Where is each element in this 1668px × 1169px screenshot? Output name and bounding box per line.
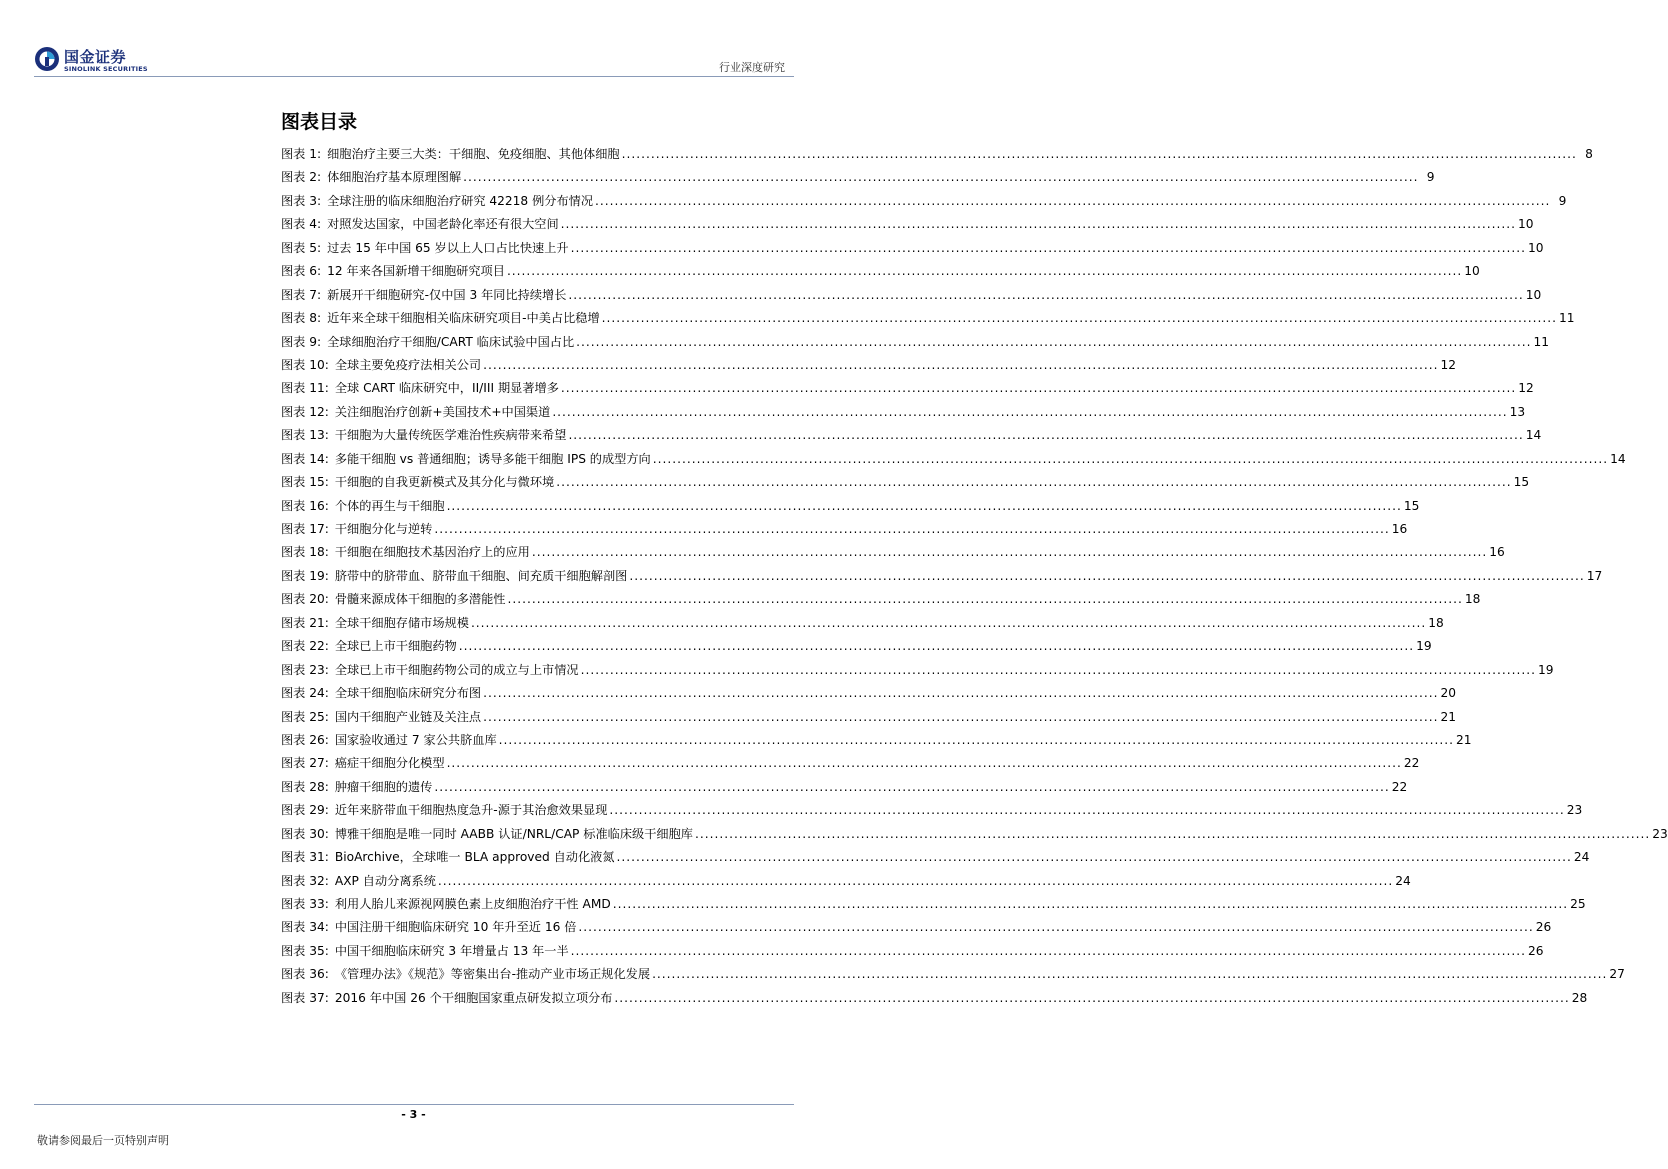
- toc-entry-page: 23: [1652, 826, 1668, 841]
- toc-dot-leader: [447, 495, 1402, 518]
- toc-entry-page: 26: [1527, 943, 1544, 958]
- toc-entry-page: 27: [1609, 967, 1625, 982]
- toc-entry-label: 图表 24:: [281, 686, 329, 701]
- toc-dot-leader: [568, 284, 1523, 307]
- header-divider: [34, 76, 794, 77]
- toc-entry-title: 《管理办法》《规范》等密集出台-推动产业市场正规化发展: [334, 967, 651, 982]
- toc-entry-page: 8: [1585, 147, 1593, 161]
- toc-entry-title: 全球已上市干细胞药物: [334, 639, 457, 654]
- toc-entry-title: 2016 年中国 26 个干细胞国家重点研发拟立项分布: [334, 990, 613, 1005]
- toc-entry-title: 近年来脐带血干细胞热度急升-源于其治愈效果显现: [334, 803, 608, 818]
- toc-entry-label: 图表 6:: [281, 264, 322, 279]
- toc-entry-page: 24: [1395, 873, 1411, 888]
- toc-entry-title: 全球干细胞存储市场规模: [334, 615, 469, 630]
- toc-entry-page: 14: [1610, 451, 1626, 466]
- toc-entry-page: 11: [1558, 311, 1575, 326]
- toc-entry-label: 图表 25:: [281, 709, 329, 724]
- toc-entry-label: 图表 32:: [281, 873, 329, 888]
- toc-entry[interactable]: [281, 916, 1552, 939]
- toc-entry-page: 22: [1391, 779, 1408, 794]
- toc-entry-label: 图表 13:: [281, 428, 329, 443]
- toc-entry-title: 中国干细胞临床研究 3 年增量占 13 年一半: [334, 943, 569, 958]
- toc-entry-page: 18: [1428, 615, 1444, 630]
- toc-entry-label: 图表 14:: [281, 451, 329, 466]
- toc-entry-page: 25: [1570, 897, 1586, 911]
- toc-entry[interactable]: [281, 659, 1554, 682]
- toc-entry[interactable]: [281, 565, 1603, 588]
- toc-entry[interactable]: [281, 541, 1505, 564]
- toc-entry-page: 15: [1513, 475, 1530, 490]
- toc-dot-leader: [578, 916, 1533, 939]
- toc-entry-label: 图表 27:: [281, 756, 329, 771]
- toc-dot-leader: [595, 190, 1550, 213]
- toc-dot-leader: [568, 424, 1523, 447]
- toc-entry-label: 图表 20:: [281, 592, 329, 607]
- toc-dot-leader: [552, 401, 1507, 424]
- toc-entry-label: 图表 33:: [281, 897, 329, 911]
- toc-entry-label: 图表 5:: [281, 240, 322, 255]
- toc-entry-title: 博雅干细胞是唯一同时 AABB 认证/NRL/CAP 标准临床级干细胞库: [334, 826, 693, 841]
- toc-entry-title: 过去 15 年中国 65 岁以上人口占比快速上升: [327, 240, 569, 255]
- toc-dot-leader: [483, 682, 1438, 705]
- toc-entry[interactable]: [281, 776, 1408, 799]
- toc-entry-page: 15: [1403, 498, 1420, 513]
- toc-dot-leader: [463, 166, 1418, 189]
- toc-entry[interactable]: [281, 307, 1575, 330]
- toc-entry-title: 体细胞治疗基本原理图解: [327, 170, 462, 185]
- toc-entry-label: 图表 7:: [281, 287, 322, 302]
- toc-entry-page: 18: [1464, 592, 1481, 607]
- toc-entry-title: 对照发达国家，中国老龄化率还有很大空间: [327, 217, 559, 232]
- toc-dot-leader: [459, 635, 1414, 658]
- toc-entry[interactable]: [281, 635, 1432, 658]
- toc-entry-title: 国家验收通过 7 家公共脐血库: [334, 732, 497, 747]
- toc-dot-leader: [652, 963, 1607, 986]
- toc-entry-title: 利用人胎儿来源视网膜色素上皮细胞治疗干性 AMD: [334, 897, 611, 911]
- sinolink-logo-icon: [34, 46, 60, 72]
- toc-entry-label: 图表 17:: [281, 522, 329, 536]
- toc-entry-label: 图表 9:: [281, 334, 322, 349]
- page-number: - 3 -: [401, 1108, 426, 1121]
- toc-dot-leader: [571, 940, 1526, 963]
- toc-dot-leader: [508, 588, 1463, 611]
- toc-entry[interactable]: [281, 448, 1626, 471]
- toc-entry-title: 近年来全球干细胞相关临床研究项目-中美占比稳增: [327, 311, 600, 326]
- toc-dot-leader: [614, 987, 1569, 1010]
- toc-entry-title: 全球细胞治疗干细胞/CART 临床试验中国占比: [327, 334, 575, 349]
- toc-entry-page: 11: [1533, 334, 1549, 349]
- toc-dot-leader: [532, 541, 1487, 564]
- toc-entry-title: 全球注册的临床细胞治疗研究 42218 例分布情况: [327, 193, 594, 208]
- toc-entry-page: 19: [1537, 662, 1554, 677]
- toc-entry-page: 22: [1403, 756, 1420, 771]
- toc-entry-title: 骨髓来源成体干细胞的多潜能性: [334, 592, 506, 607]
- toc-dot-leader: [581, 659, 1536, 682]
- toc-entry[interactable]: [281, 143, 1593, 166]
- toc-entry-title: 多能干细胞 vs 普通细胞；诱导多能干细胞 IPS 的成型方向: [334, 451, 651, 466]
- toc-entry[interactable]: [281, 963, 1625, 986]
- toc-entry[interactable]: [281, 682, 1456, 705]
- toc-entry-title: 关注细胞治疗创新+美国技术+中国渠道: [334, 404, 551, 419]
- toc-entry-label: 图表 15:: [281, 475, 329, 490]
- toc-entry[interactable]: [281, 588, 1481, 611]
- logo-text-cn: 国金证券: [64, 48, 127, 66]
- toc-entry-page: 23: [1566, 803, 1583, 818]
- toc-entry-page: 26: [1535, 920, 1552, 935]
- toc-entry-page: 10: [1464, 264, 1480, 279]
- report-type: 行业深度研究: [719, 61, 785, 74]
- toc-entry-label: 图表 10:: [281, 357, 329, 372]
- toc-entry-title: 个体的再生与干细胞: [334, 498, 445, 513]
- toc-entry[interactable]: [281, 213, 1534, 236]
- toc-dot-leader: [438, 870, 1393, 893]
- toc-dot-leader: [561, 213, 1516, 236]
- toc-entry[interactable]: [281, 401, 1526, 424]
- toc-entry-title: 全球干细胞临床研究分布图: [334, 686, 482, 701]
- toc-entry-page: 20: [1440, 686, 1456, 701]
- toc-dot-leader: [507, 260, 1462, 283]
- toc-entry[interactable]: [281, 940, 1544, 963]
- toc-entry-label: 图表 3:: [281, 193, 322, 208]
- toc-entry-page: 10: [1527, 240, 1544, 255]
- toc-entry[interactable]: [281, 799, 1583, 822]
- company-logo: [34, 46, 164, 76]
- toc-entry-label: 图表 8:: [281, 311, 322, 326]
- toc-entry-title: 全球 CART 临床研究中，II/III 期显著增多: [334, 381, 559, 396]
- toc-entry-title: 新展开干细胞研究-仅中国 3 年同比持续增长: [327, 287, 567, 302]
- toc-entry-page: 17: [1586, 568, 1603, 583]
- toc-entry[interactable]: [281, 846, 1590, 869]
- toc-dot-leader: [617, 846, 1572, 869]
- toc-entry-page: 28: [1571, 990, 1588, 1005]
- toc-entry-title: 干细胞分化与逆转: [334, 522, 433, 536]
- toc-dot-leader: [602, 307, 1557, 330]
- toc-entry-label: 图表 4:: [281, 217, 322, 232]
- toc-entry-label: 图表 19:: [281, 568, 329, 583]
- toc-dot-leader: [576, 331, 1531, 354]
- toc-entry-page: 16: [1489, 545, 1505, 560]
- toc-entry-title: BioArchive，全球唯一 BLA approved 自动化液氮: [334, 850, 615, 865]
- toc-entry[interactable]: [281, 166, 1435, 189]
- toc-entry[interactable]: [281, 354, 1456, 377]
- toc-dot-leader: [483, 354, 1438, 377]
- toc-entry[interactable]: [281, 377, 1534, 400]
- toc-dot-leader: [653, 448, 1608, 471]
- toc-dot-leader: [556, 471, 1511, 494]
- toc-entry-page: 21: [1455, 732, 1472, 747]
- toc-entry-label: 图表 2:: [281, 170, 322, 185]
- toc-entry[interactable]: [281, 752, 1420, 775]
- toc-entry-title: 干细胞的自我更新模式及其分化与微环境: [334, 475, 555, 490]
- toc-entry[interactable]: [281, 237, 1544, 260]
- footer-divider: [34, 1104, 794, 1105]
- toc-entry[interactable]: [281, 893, 1586, 916]
- toc-entry-page: 24: [1573, 850, 1590, 865]
- toc-entry-page: 21: [1440, 709, 1456, 724]
- toc-entry[interactable]: [281, 518, 1408, 541]
- toc-dot-leader: [609, 799, 1564, 822]
- toc-entry-label: 图表 29:: [281, 803, 329, 818]
- page-header: [0, 0, 827, 80]
- toc-dot-leader: [629, 565, 1584, 588]
- toc-entry-page: 10: [1525, 287, 1542, 302]
- toc-entry[interactable]: [281, 870, 1411, 893]
- toc-entry[interactable]: [281, 823, 1668, 846]
- toc-entry-title: 12 年来各国新增干细胞研究项目: [327, 264, 505, 279]
- toc-dot-leader: [447, 752, 1402, 775]
- toc-entry-page: 12: [1440, 357, 1456, 372]
- toc-entry-title: 干细胞为大量传统医学难治性疾病带来希望: [334, 428, 567, 443]
- toc-entry-page: 13: [1509, 404, 1526, 419]
- toc-dot-leader: [613, 893, 1568, 916]
- toc-entry-title: 全球主要免疫疗法相关公司: [334, 357, 482, 372]
- logo-text-en: SINOLINK SECURITIES: [64, 65, 148, 73]
- toc-entry-title: 细胞治疗主要三大类：干细胞、免疫细胞、其他体细胞: [327, 147, 620, 161]
- toc-entry-page: 19: [1416, 639, 1432, 654]
- toc-dot-leader: [499, 729, 1454, 752]
- toc-entry-page: 10: [1518, 217, 1534, 232]
- toc-entry-page: 9: [1558, 193, 1567, 208]
- toc-entry[interactable]: [281, 331, 1549, 354]
- figure-toc-list: [281, 143, 1668, 1010]
- toc-entry-title: AXP 自动分离系统: [334, 873, 436, 888]
- toc-entry[interactable]: [281, 987, 1588, 1010]
- toc-entry-label: 图表 12:: [281, 404, 329, 419]
- toc-entry-label: 图表 36:: [281, 967, 329, 982]
- toc-entry-title: 干细胞在细胞技术基因治疗上的应用: [334, 545, 530, 560]
- toc-entry-label: 图表 30:: [281, 826, 329, 841]
- toc-entry[interactable]: [281, 471, 1530, 494]
- toc-entry[interactable]: [281, 729, 1472, 752]
- toc-entry-label: 图表 31:: [281, 850, 329, 865]
- toc-dot-leader: [483, 706, 1438, 729]
- toc-entry-label: 图表 28:: [281, 779, 329, 794]
- toc-dot-leader: [561, 377, 1516, 400]
- toc-entry[interactable]: [281, 190, 1567, 213]
- toc-entry-label: 图表 21:: [281, 615, 329, 630]
- toc-entry[interactable]: [281, 284, 1542, 307]
- toc-dot-leader: [434, 518, 1389, 541]
- toc-entry[interactable]: [281, 706, 1456, 729]
- toc-entry[interactable]: [281, 424, 1542, 447]
- toc-dot-leader: [695, 823, 1650, 846]
- toc-entry-title: 中国注册干细胞临床研究 10 年升至近 16 倍: [334, 920, 577, 935]
- toc-entry-page: 16: [1391, 522, 1408, 536]
- toc-entry[interactable]: [281, 260, 1480, 283]
- toc-entry[interactable]: [281, 612, 1444, 635]
- toc-dot-leader: [571, 237, 1526, 260]
- toc-entry-label: 图表 11:: [281, 381, 329, 396]
- toc-entry-label: 图表 35:: [281, 943, 329, 958]
- toc-entry-title: 肿瘤干细胞的遗传: [334, 779, 433, 794]
- toc-entry-label: 图表 37:: [281, 990, 329, 1005]
- toc-entry-page: 9: [1426, 170, 1435, 185]
- toc-entry-title: 国内干细胞产业链及关注点: [334, 709, 482, 724]
- toc-dot-leader: [434, 776, 1389, 799]
- toc-entry-label: 图表 23:: [281, 662, 329, 677]
- toc-dot-leader: [622, 143, 1577, 166]
- toc-entry-page: 14: [1525, 428, 1542, 443]
- toc-entry-label: 图表 26:: [281, 732, 329, 747]
- toc-dot-leader: [471, 612, 1426, 635]
- toc-entry-label: 图表 34:: [281, 920, 329, 935]
- toc-entry-title: 全球已上市干细胞药物公司的成立与上市情况: [334, 662, 579, 677]
- toc-entry-label: 图表 16:: [281, 498, 329, 513]
- toc-entry-title: 脐带中的脐带血、脐带血干细胞、间充质干细胞解剖图: [334, 568, 628, 583]
- toc-entry-title: 癌症干细胞分化模型: [334, 756, 445, 771]
- toc-entry-page: 12: [1518, 381, 1534, 396]
- footer-disclaimer: 敬请参阅最后一页特别声明: [37, 1134, 169, 1147]
- toc-entry-label: 图表 22:: [281, 639, 329, 654]
- toc-entry-label: 图表 18:: [281, 545, 329, 560]
- toc-entry[interactable]: [281, 495, 1420, 518]
- page-title: 图表目录: [281, 111, 358, 133]
- toc-entry-label: 图表 1:: [281, 147, 322, 161]
